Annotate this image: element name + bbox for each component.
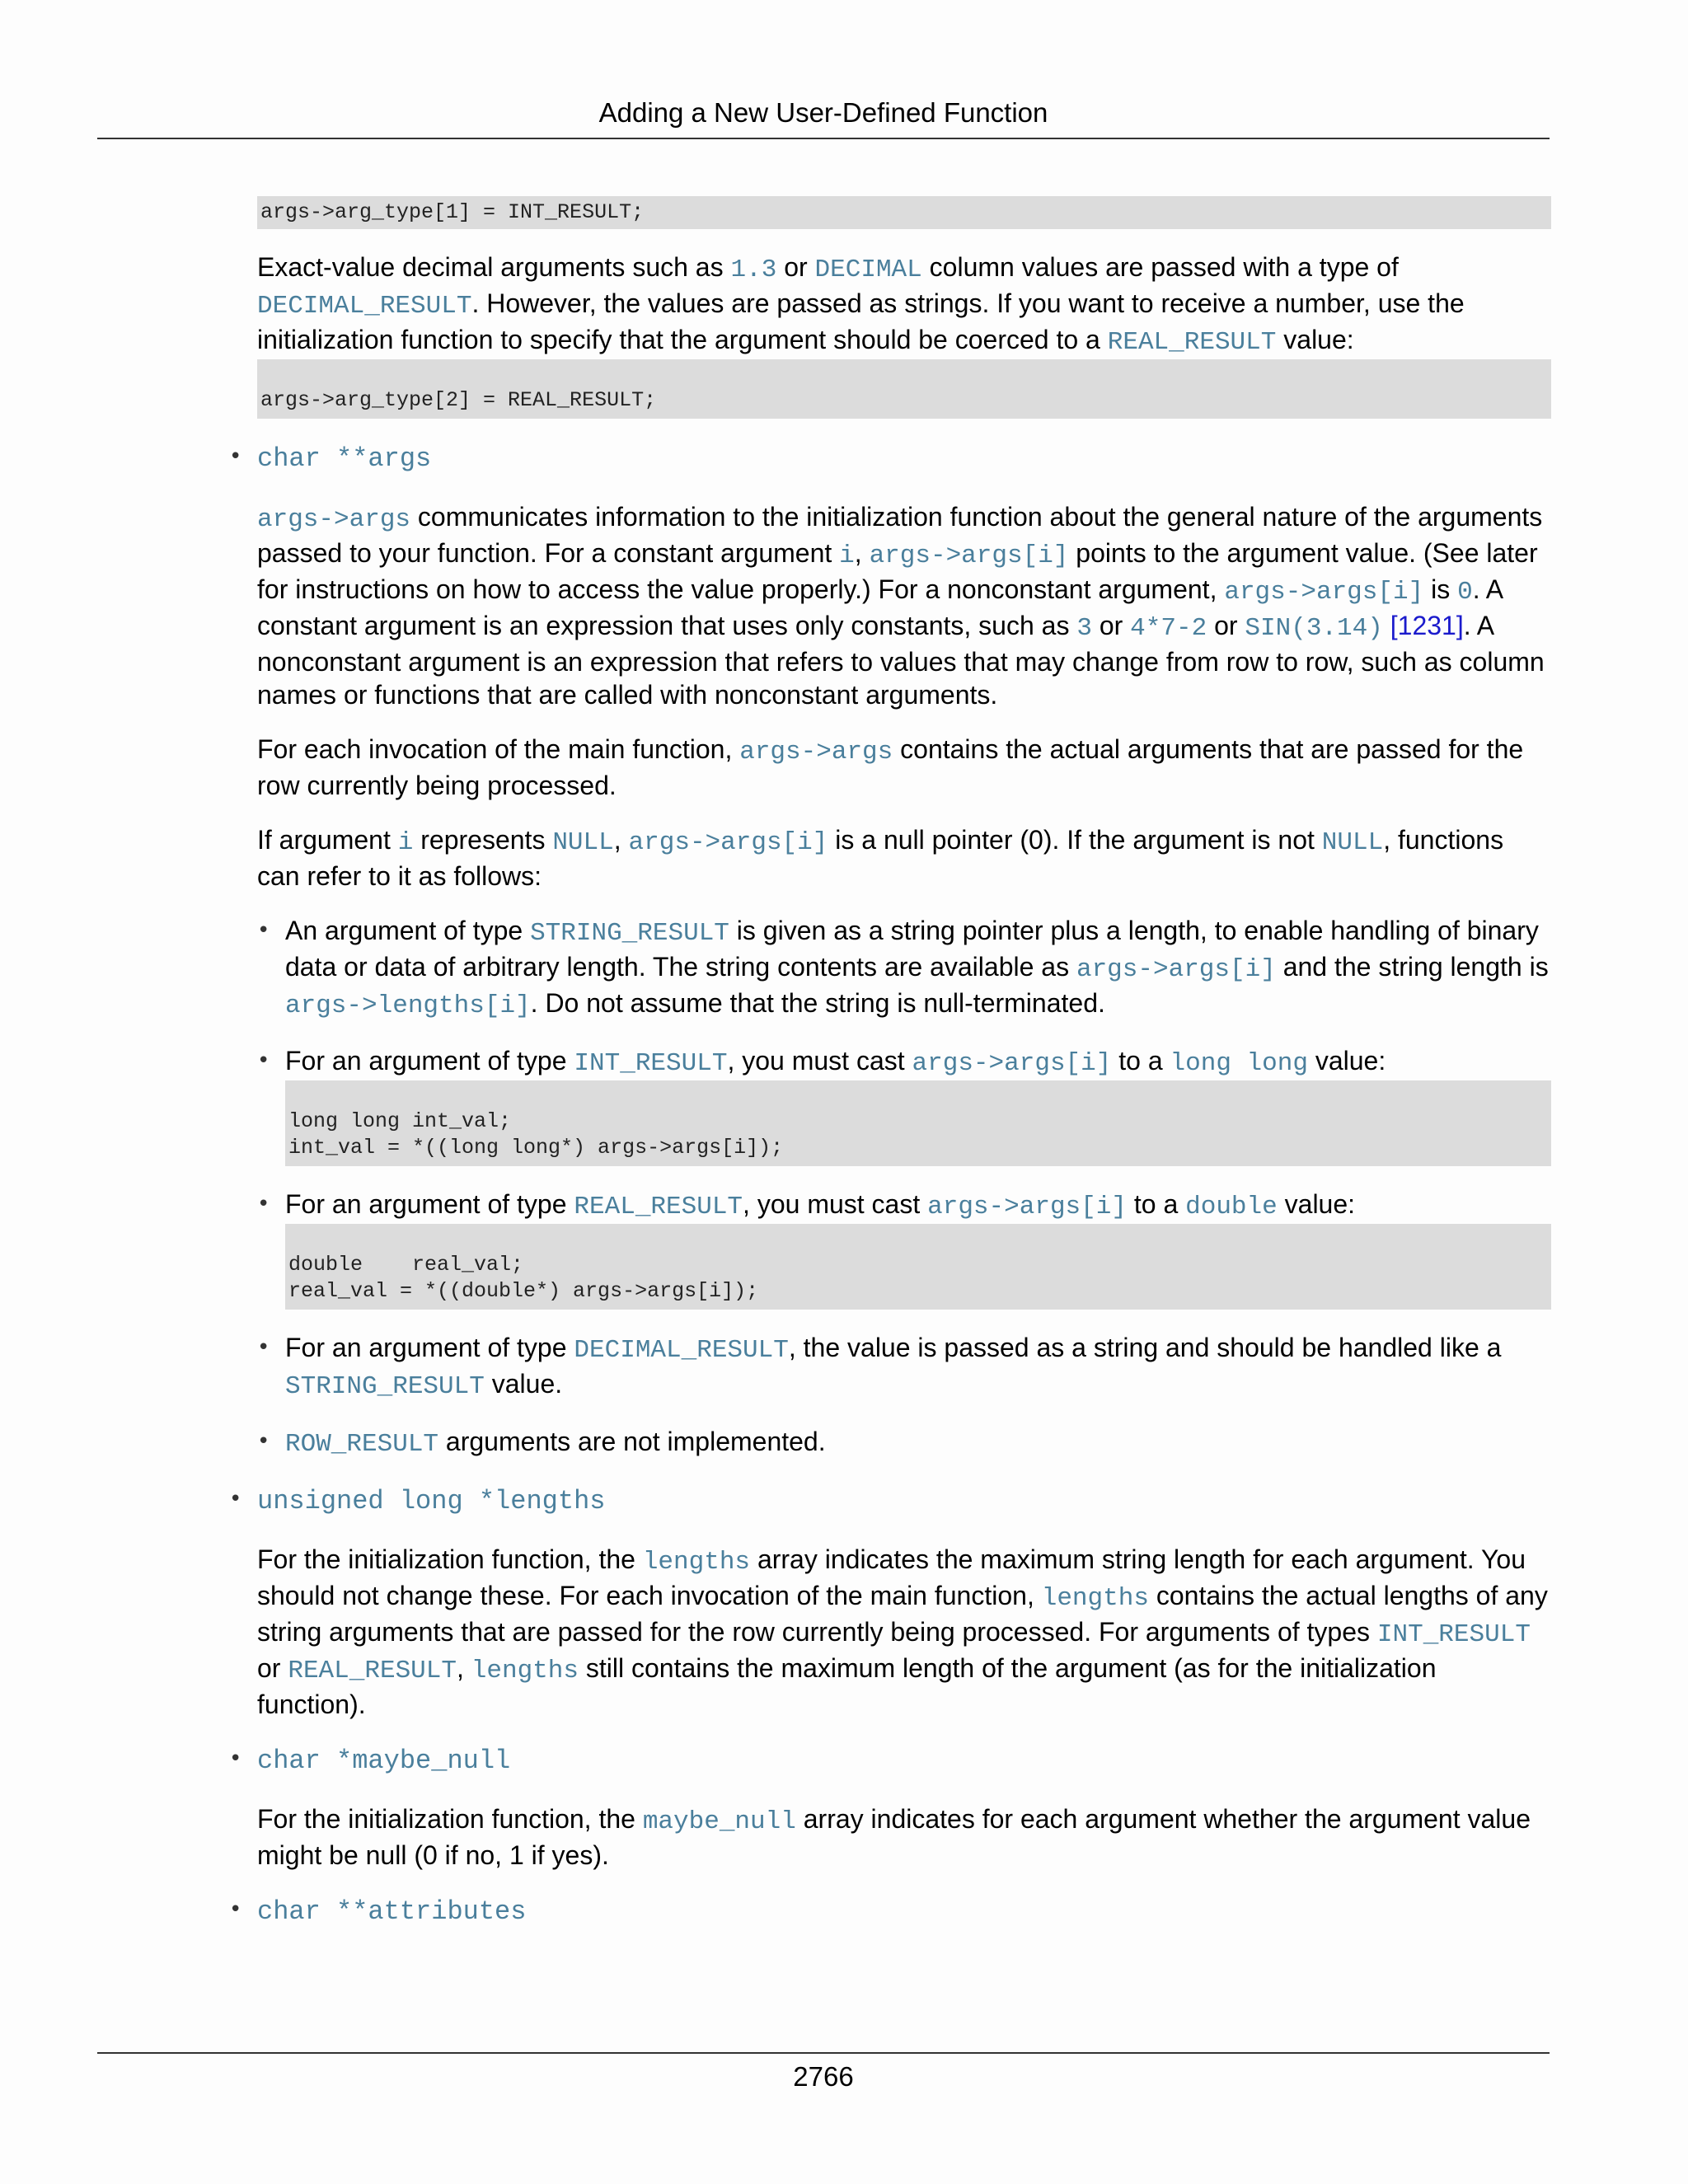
list-item-string-result: • An argument of type STRING_RESULT is given as a string pointer plus a length, to enable handling of binary data or data of arbitrary length. The string contents are available as args->args[i] and the string length is args->lengths[i]. Do not assume that the string is null-terminated. [285,914,1551,1023]
list-item-lengths [257,1483,1551,1518]
code-block-double: double real_val; real_val = *((double*) args->args[i]); [285,1224,1551,1310]
attributes-declaration: char **attributes [257,1896,527,1927]
args-paragraph-2: For each invocation of the main function, args->args contains the actual arguments that are passed for the row currently being processed. [257,734,1524,800]
list-item-args [257,440,1551,476]
maybe-null-declaration: char *maybe_null [257,1746,511,1776]
page-header: Adding a New User-Defined Function [598,97,1048,128]
list-item-attributes [257,1893,1551,1929]
lengths-paragraph: For the initialization function, the lengths array indicates the maximum string length for each argument. You should not change these. For each invocation of the main function, lengths contains the actual lengths of any string arguments that are passed for the row currently being processed. For arguments of types INT_RESULT or REAL_RESULT, lengths still contains the maximum length of the argument (as for the initialization function). [257,1544,1548,1719]
header-rule [97,138,1550,139]
list-item-real-result: • For an argument of type REAL_RESULT, you must cast args->args[i] to a double value: [285,1188,1551,1224]
args-paragraph-3: If argument i represents NULL, args->args[i] is a null pointer (0). If the argument is not NULL, functions can refer to it as follows: [257,825,1504,891]
args-declaration: char **args [257,443,432,474]
main-content [257,196,1551,1929]
maybe-null-paragraph: For the initialization function, the maybe_null array indicates for each argument whether the argument value might be null (0 if no, 1 if yes). [257,1804,1531,1870]
args-paragraph-1: args->args communicates information to the initialization function about the general nature of the arguments passed to your function. For a constant argument i, args->args[i] points to the argument value. (See later for instructions on how to access the value properly.) For a nonconstant argument, args->args[i] is 0. A constant argument is an expression that uses only constants, such as 3 or 4*7-2 or SIN(3.14) [1231]. A nonconstant argument is an expression that refers to values that may change from row to row, such as column names or functions that are called with nonconstant arguments. [257,502,1545,710]
reference-link[interactable]: [1231] [1390,611,1464,640]
list-item-int-result: • For an argument of type INT_RESULT, you must cast args->args[i] to a long long value: [285,1044,1551,1080]
code-block-arg-type-2: args->arg_type[2] = REAL_RESULT; [257,359,1551,419]
lengths-declaration: unsigned long *lengths [257,1486,606,1516]
list-item-maybe-null [257,1742,1551,1778]
page-number: 2766 [793,2061,854,2092]
code-block-arg-type-1: args->arg_type[1] = INT_RESULT; [257,196,1551,229]
code-block-long-long: long long int_val; int_val = *((long long*) args->args[i]); [285,1080,1551,1166]
footer-rule [97,2052,1550,2054]
argument-type-list [285,914,1551,1461]
decimal-paragraph: Exact-value decimal arguments such as 1.3 or DECIMAL column values are passed with a type of DECIMAL_RESULT. However, the values are passed as strings. If you want to receive a number, use the initialization function to specify that the argument should be coerced to a REAL_RESULT value: [257,252,1465,357]
list-item-row-result: • ROW_RESULT arguments are not implemented. [285,1425,1551,1461]
list-item-decimal-result: • For an argument of type DECIMAL_RESULT, the value is passed as a string and should be handled like a STRING_RESULT value. [285,1331,1551,1404]
